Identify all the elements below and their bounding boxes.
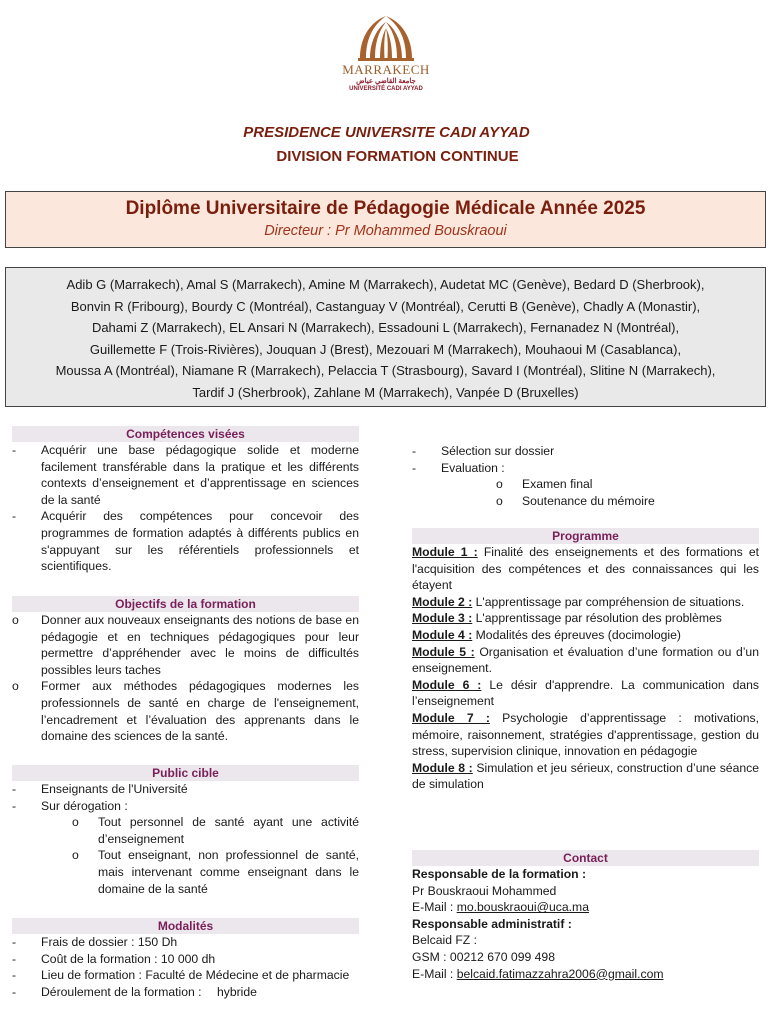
university-logo xyxy=(338,8,434,108)
contact-header: Contact xyxy=(412,850,759,866)
list-item: - Coût de la formation : 10 000 dh xyxy=(12,951,216,966)
division-heading: DIVISION FORMATION CONTINUE xyxy=(276,148,519,165)
module-item: Module 8 : Simulation et jeu sérieux, construction d’une séance de simulation xyxy=(412,760,760,792)
faculty-line: Tardif J (Sherbrook), Zahlane M (Marrakech), Vanpée D (Bruxelles) xyxy=(192,384,579,400)
email-row: E-Mail : belcaid.fatimazzahra2006@gmail.com xyxy=(412,966,664,981)
objectifs-header: Objectifs de la formation xyxy=(12,596,359,612)
circle-bullet: o xyxy=(12,613,19,627)
module-item: Module 7 : Psychologie d’apprentissage : motivations, mémoire, raisonnement, stratégies d'apprentissage, gestion du stress, supervision clinique, innovation en pédagogie xyxy=(412,710,760,759)
module-item: Module 3 : L'apprentissage par résolution des problèmes xyxy=(412,611,722,626)
resp-admin-name: Belcaid FZ : xyxy=(412,933,478,948)
logo-latin-name: UNIVERSITÉ CADI AYYAD xyxy=(349,86,423,92)
competences-header: Compétences visées xyxy=(12,426,359,442)
list-item: - Enseignants de l'Université xyxy=(12,782,188,796)
public-section xyxy=(12,765,359,897)
module-item: Module 2 : L'apprentissage par compréhension de situations. xyxy=(412,594,745,609)
modalites-header: Modalités xyxy=(12,918,359,934)
dash-bullet: - xyxy=(12,443,17,457)
faculty-list xyxy=(5,267,766,407)
list-subitem: o Soutenance du mémoire xyxy=(496,493,655,508)
diploma-banner xyxy=(5,191,766,248)
list-item: o Former aux méthodes pédagogiques modernes les professionnels de santé en charge de l'enseignement, l’encadrement et l’évaluation des apprenants dans le domaine des sciences de la santé. xyxy=(12,679,359,744)
faculty-line: Dahami Z (Marrakech), EL Ansari N (Marrakech), Essadouni L (Marrakech), Fernanadez N (Montréal), xyxy=(91,320,680,335)
email-link[interactable]: mo.bouskraoui@uca.ma xyxy=(456,900,589,915)
dash-bullet: - xyxy=(12,509,17,524)
email-row: E-Mail : mo.bouskraoui@uca.ma xyxy=(412,900,589,915)
list-item: - Sélection sur dossier xyxy=(412,444,555,458)
presidence-heading: PRESIDENCE UNIVERSITE CADI AYYAD xyxy=(243,124,530,141)
faculty-line: Bonvin R (Fribourg), Bourdy C (Montréal), Castanguay V (Montréal), Cerutti B (Genève), Chadly A (Monastir), xyxy=(70,298,701,314)
public-header: Public cible xyxy=(12,765,359,781)
module-item: Module 6 : Le désir d'apprendre. La communication dans l’enseignement xyxy=(412,677,760,709)
gsm-number: GSM : 00212 670 099 498 xyxy=(412,949,555,964)
list-subitem: o Tout enseignant, non professionnel de santé, mais intervenant comme enseignant dans le domaine de la santé xyxy=(72,848,359,896)
list-subitem: o Examen final xyxy=(496,477,593,492)
resp-admin-label: Responsable administratif : xyxy=(412,916,572,931)
contact-section xyxy=(412,850,759,982)
list-subitem: o Tout personnel de santé ayant une activité d’enseignement xyxy=(72,815,359,846)
list-item: - Acquérir des compétences pour concevoir des programmes de formation adaptés à différents publics en s'appuyant sur les référentiels professionnels et scientifiques. xyxy=(12,509,359,574)
module-item: Module 1 : Finalité des enseignements et des formations et l'acquisition des compétences et des connaissances qui les étayent xyxy=(412,545,759,593)
faculty-line: Adib G (Marrakech), Amal S (Marrakech), Amine M (Marrakech), Audetat MC (Genève), Bedard D (Sherbrook), xyxy=(66,277,705,292)
programme-header: Programme xyxy=(412,528,759,544)
module-item: Module 4 : Modalités des épreuves (docimologie) xyxy=(412,627,681,642)
modalites-section xyxy=(12,918,359,1000)
list-item: - Sur dérogation : xyxy=(12,798,128,813)
competences-section xyxy=(12,426,359,575)
diploma-director: Directeur : Pr Mohammed Bouskraoui xyxy=(264,223,507,239)
module-item: Module 5 : Organisation et évaluation d’une formation ou d’un enseignement. xyxy=(412,644,759,676)
list-item: - Lieu de formation : Faculté de Médecine et de pharmacie xyxy=(12,968,350,983)
faculty-line: Guillemette F (Trois-Rivières), Jouquan J (Brest), Mezouari M (Marrakech), Mouhaoui M (Casablanca), xyxy=(89,341,682,357)
logo-arabic-name: جامعة القاضي عياض xyxy=(356,78,416,85)
cadi-ayyad-emblem-icon xyxy=(350,8,422,64)
resp-formation-name: Pr Bouskraoui Mohammed xyxy=(412,883,557,898)
diploma-title: Diplôme Universitaire de Pédagogie Médicale Année 2025 xyxy=(125,198,646,219)
list-item: - Déroulement de la formation : hybride xyxy=(12,984,257,999)
programme-section xyxy=(412,528,759,793)
faculty-line: Moussa A (Montréal), Niamane R (Marrakech), Pelaccia T (Strasbourg), Savard I (Montréal), Slitine N (Marrakech), xyxy=(55,363,716,378)
list-item: - Evaluation : xyxy=(412,460,505,475)
list-item: o Donner aux nouveaux enseignants des notions de base en pédagogie et en techniques pédagogiques pour leur permettre d’appréhender avec le moins de difficultés possibles leurs taches xyxy=(12,613,359,677)
circle-bullet: o xyxy=(12,679,19,694)
list-item: - Acquérir une base pédagogique solide et moderne facilement transférable dans la pratique et les différents contexts d’enseignement et d’apprentissage en sciences de la santé xyxy=(12,443,359,507)
list-item: - Frais de dossier : 150 Dh xyxy=(12,935,178,949)
resp-formation-label: Responsable de la formation : xyxy=(412,867,587,881)
objectifs-section xyxy=(12,596,359,745)
modalites-continued xyxy=(412,443,759,509)
email-link[interactable]: belcaid.fatimazzahra2006@gmail.com xyxy=(456,966,664,981)
logo-wordmark: MARRAKECH xyxy=(342,62,430,77)
